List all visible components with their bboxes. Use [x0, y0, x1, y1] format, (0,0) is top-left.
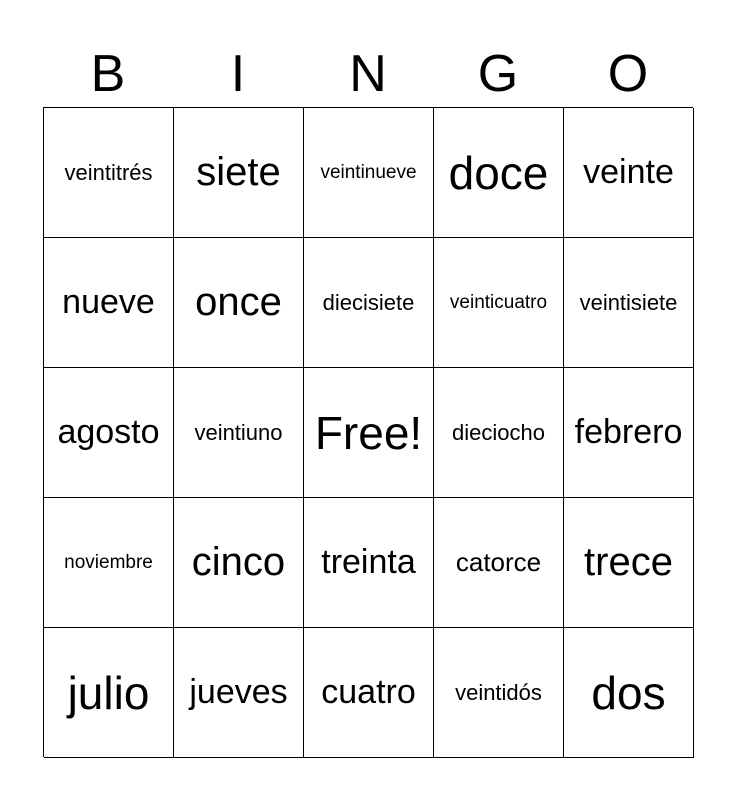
- header-letter-n: N: [349, 45, 387, 103]
- bingo-cell[interactable]: veinticuatro: [434, 238, 564, 368]
- bingo-cell[interactable]: veintiuno: [174, 368, 304, 498]
- bingo-cell[interactable]: dieciocho: [434, 368, 564, 498]
- bingo-cell[interactable]: nueve: [44, 238, 174, 368]
- bingo-cell[interactable]: siete: [174, 108, 304, 238]
- bingo-cell[interactable]: veinte: [564, 108, 694, 238]
- free-space[interactable]: Free!: [304, 368, 434, 498]
- bingo-cell[interactable]: veintinueve: [304, 108, 434, 238]
- header-letter-b: B: [90, 45, 126, 103]
- bingo-cell[interactable]: trece: [564, 498, 694, 628]
- bingo-cell[interactable]: catorce: [434, 498, 564, 628]
- bingo-cell[interactable]: julio: [44, 628, 174, 758]
- bingo-cell[interactable]: dos: [564, 628, 694, 758]
- bingo-cell[interactable]: diecisiete: [304, 238, 434, 368]
- bingo-cell[interactable]: veintitrés: [44, 108, 174, 238]
- bingo-header: [43, 40, 693, 108]
- header-letter-i: I: [230, 45, 246, 103]
- bingo-cell[interactable]: febrero: [564, 368, 694, 498]
- header-letter-o: O: [607, 45, 649, 103]
- bingo-cell[interactable]: treinta: [304, 498, 434, 628]
- bingo-cell[interactable]: once: [174, 238, 304, 368]
- header-letter-g: G: [477, 45, 519, 103]
- bingo-grid: [43, 107, 693, 757]
- bingo-cell[interactable]: cinco: [174, 498, 304, 628]
- bingo-cell[interactable]: noviembre: [44, 498, 174, 628]
- bingo-cell[interactable]: agosto: [44, 368, 174, 498]
- bingo-cell[interactable]: veintidós: [434, 628, 564, 758]
- bingo-cell[interactable]: jueves: [174, 628, 304, 758]
- bingo-cell[interactable]: cuatro: [304, 628, 434, 758]
- bingo-cell[interactable]: doce: [434, 108, 564, 238]
- bingo-cell[interactable]: veintisiete: [564, 238, 694, 368]
